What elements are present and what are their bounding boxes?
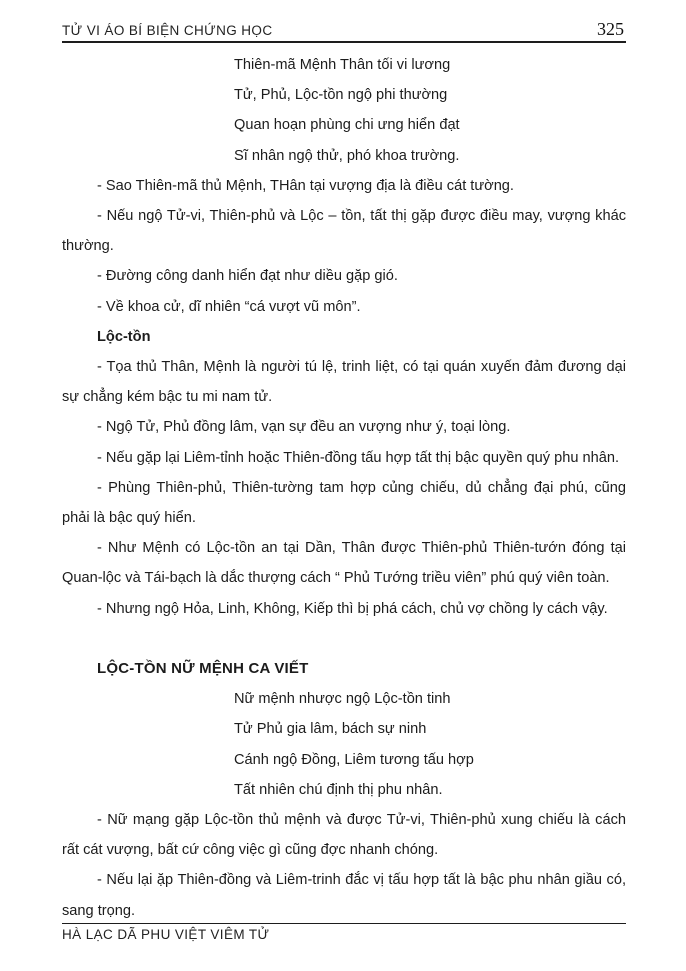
running-title: TỬ VI ÁO BÍ BIỆN CHỨNG HỌC: [62, 23, 273, 38]
page-number: 325: [597, 19, 624, 39]
paragraph: - Nếu ngộ Tử-vi, Thiên-phủ và Lộc – tồn, tất thị gặp được điều may, vượng khác thường.: [62, 208, 626, 255]
page-footer: [62, 923, 626, 942]
paragraph: - Nếu gặp lại Liêm-tỉnh hoặc Thiên-đồng tấu hợp tất thị bậc quyền quý phu nhân.: [97, 449, 620, 466]
page-content: [62, 20, 626, 926]
verse-block-1: [62, 50, 626, 171]
paragraph: - Nữ mạng gặp Lộc-tồn thủ mệnh và được Tử-vi, Thiên-phủ xung chiếu là cách rất cát vượng, bất cứ công việc gì cũng đợc nhanh chóng.: [62, 812, 626, 859]
section-heading-loc-ton: Lộc-tồn: [97, 328, 151, 345]
page-body: [62, 50, 626, 926]
verse-line: Nữ mệnh nhược ngộ Lộc-tồn tinh: [234, 691, 451, 708]
paragraph: - Như Mệnh có Lộc-tồn an tại Dần, Thân được Thiên-phủ Thiên-tướn đóng tại Quan-lộc và Tái-bạch là dắc thượng cách “ Phủ Tướng triều viên” phú quý viên toàn.: [62, 540, 626, 587]
paragraph: - Tọa thủ Thân, Mệnh là người tú lệ, trinh liệt, có tại quán xuyến đảm đương dại sự chẳng kém bậc tu mi nam tử.: [62, 359, 626, 406]
verse-line: Cánh ngộ Đồng, Liêm tương tấu hợp: [234, 751, 474, 768]
paragraph: - Ngộ Tử, Phủ đồng lâm, vạn sự đều an vượng như ý, toại lòng.: [97, 419, 511, 436]
paragraph: - Phùng Thiên-phủ, Thiên-tường tam hợp củng chiếu, dủ chẳng đại phú, cũng phải là bậc quý hiển.: [62, 479, 626, 527]
verse-line: Tử Phủ gia lâm, bách sự ninh: [234, 721, 427, 738]
paragraph: - Nếu lại ặp Thiên-đồng và Liêm-trinh đắc vị tấu hợp tất là bậc phu nhân giầu có, sang trọng.: [62, 872, 626, 919]
paragraph: - Nhưng ngộ Hỏa, Linh, Không, Kiếp thì bị phá cách, chủ vợ chồng ly cách vậy.: [97, 600, 608, 617]
verse-block-2: [62, 684, 626, 805]
paragraph: - Về khoa cử, dĩ nhiên “cá vượt vũ môn”.: [97, 298, 361, 315]
verse-line: Quan hoạn phùng chi ưng hiển đạt: [234, 117, 460, 134]
verse-line: Tử, Phủ, Lộc-tồn ngộ phi thường: [234, 87, 448, 104]
verse-line: Thiên-mã Mệnh Thân tối vi lương: [234, 57, 451, 73]
section-heading-loc-ton-nu-menh: LỘC-TỒN NỮ MỆNH CA VIẾT: [97, 660, 309, 678]
page-header: [62, 20, 626, 43]
paragraph: - Đường công danh hiển đạt như diều gặp gió.: [97, 268, 398, 285]
verse-line: Tất nhiên chú định thị phu nhân.: [234, 781, 443, 798]
verse-line: Sĩ nhân ngộ thử, phó khoa trường.: [234, 147, 460, 164]
footer-author: HÀ LẠC DÃ PHU VIỆT VIÊM TỬ: [62, 927, 270, 942]
paragraph: - Sao Thiên-mã thủ Mệnh, THân tại vượng địa là điều cát tường.: [97, 177, 514, 194]
